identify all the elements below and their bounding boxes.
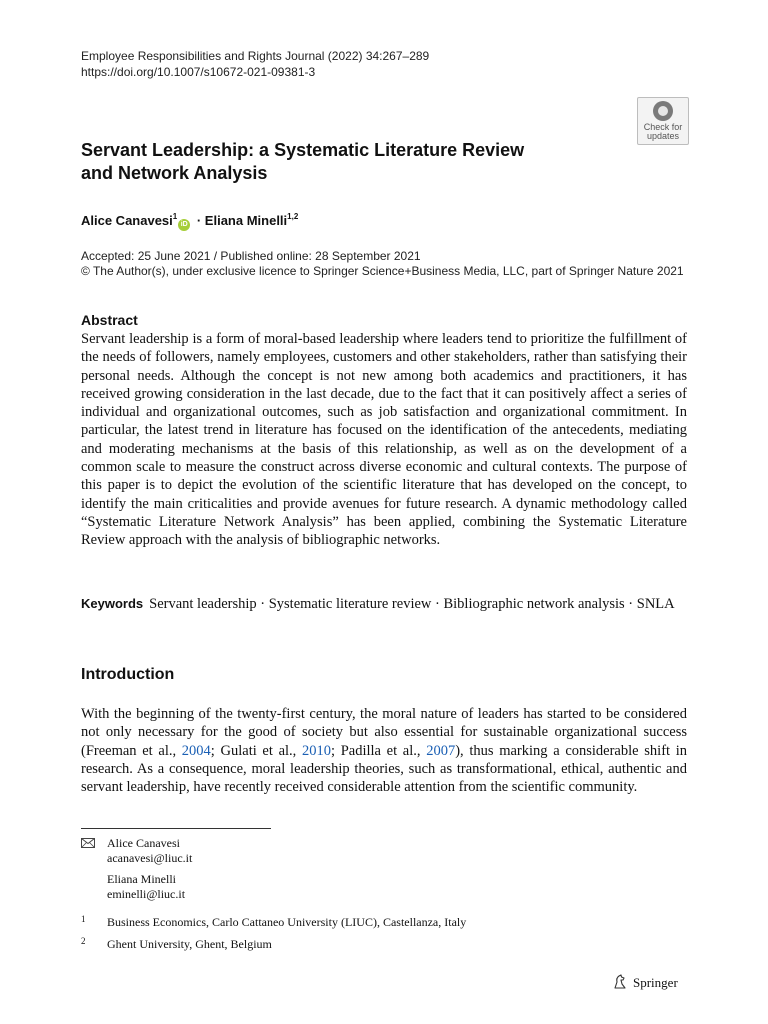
keywords-label: Keywords	[81, 596, 144, 611]
crossmark-icon	[653, 101, 673, 121]
envelope-icon	[81, 838, 95, 848]
copyright-line: © The Author(s), under exclusive licence to Springer Science+Business Media, LLC, part of Springer Nature 2021	[81, 264, 684, 278]
contact-name: Alice Canavesi	[107, 836, 180, 850]
citation-link-2010[interactable]: 2010	[301, 742, 331, 759]
journal-citation: Employee Responsibilities and Rights Journal (2022) 34:267–289	[81, 49, 430, 63]
badge-line2: updates	[646, 131, 680, 141]
intro-text-part: ), thus marking a considerable shift in research. As a consequence, moral leadership theories, such as transformational, ethical, authentic and servant leadership, have recently received considerable attention from the scientific community.	[81, 742, 688, 796]
introduction-text	[81, 705, 687, 796]
author-1-name: Alice Canavesi	[81, 213, 173, 228]
doi-link[interactable]: https://doi.org/10.1007/s10672-021-09381-3	[81, 65, 316, 79]
affiliation-number: 1	[81, 914, 86, 924]
author-separator: ·	[193, 213, 205, 228]
introduction-heading: Introduction	[81, 666, 175, 683]
contact-email[interactable]: eminelli@liuc.it	[107, 887, 186, 901]
abstract-text: Servant leadership is a form of moral-based leadership where leaders tend to prioritize the fulfillment of the needs of followers, namely employees, customers and other stakeholders, rather than satisfying their personal needs. Although the concept is not new among both academics and practitioners, it has received growing consideration in the last decade, due to the fact that it can positively affect a series of individual and organizational outcomes, such as job satisfaction and organizational commitment. In particular, the latest trend in literature has focused on the identification of the antecedents, mediating and moderating mechanisms at the basis of this relationship, as well as on the development of a common scale to measure the construct across diverse economic and cultural contexts. The purpose of this paper is to depict the evolution of the scientific literature that has developed on the concept, to identify the main criticalities and provide avenues for future research. A dynamic methodology called “Systematic Literature Network Analysis” has been applied, combining the Systematic Literature Review approach with the analysis of bibliographic networks.	[81, 331, 687, 549]
paper-title	[81, 139, 601, 185]
affiliation-number: 2	[81, 936, 86, 946]
springer-horse-icon	[612, 974, 628, 990]
citation-link-2004[interactable]: 2004	[181, 742, 211, 759]
keywords-block	[81, 595, 687, 613]
accepted-published: Accepted: 25 June 2021 / Published online: 28 September 2021	[81, 249, 421, 263]
publisher-logo	[612, 974, 678, 992]
badge-line1: Check for	[643, 122, 683, 132]
citation-link-2007[interactable]: 2007	[426, 742, 456, 759]
contact-email[interactable]: acanavesi@liuc.it	[107, 851, 193, 865]
abstract-heading: Abstract	[81, 312, 138, 328]
keywords-text: Servant leadership · Systematic literature review · Bibliographic network analysis · SNLA	[149, 596, 675, 612]
intro-text-part: ; Padilla et al.,	[330, 742, 427, 759]
affiliation-1: Business Economics, Carlo Cattaneo University (LIUC), Castellanza, Italy	[107, 915, 467, 929]
author-list	[81, 208, 298, 231]
intro-text-part: With the beginning of the twenty-first century, the moral nature of leaders has started to be considered not only necessary for the good of society but also essential for sustainable organizational success (Freeman et al.,	[81, 706, 687, 759]
author-2-affil: 1,2	[287, 212, 299, 221]
author-1-affil: 1	[172, 212, 178, 221]
author-2-name: Eliana Minelli	[204, 213, 288, 228]
footnote-rule	[81, 828, 271, 829]
contact-name: Eliana Minelli	[107, 872, 176, 886]
check-for-updates-badge[interactable]	[637, 97, 689, 145]
affiliation-2: Ghent University, Ghent, Belgium	[107, 937, 272, 951]
title-line1: Servant Leadership: a Systematic Literature Review	[81, 140, 525, 160]
publication-dates	[81, 249, 684, 279]
intro-text-part: ; Gulati et al.,	[210, 742, 302, 759]
title-line2: and Network Analysis	[81, 163, 268, 183]
orcid-icon[interactable]: iD	[178, 219, 190, 231]
corresponding-author-1	[107, 836, 192, 866]
corresponding-author-2	[107, 872, 185, 902]
publisher-name: Springer	[633, 975, 678, 990]
journal-header	[81, 48, 429, 80]
